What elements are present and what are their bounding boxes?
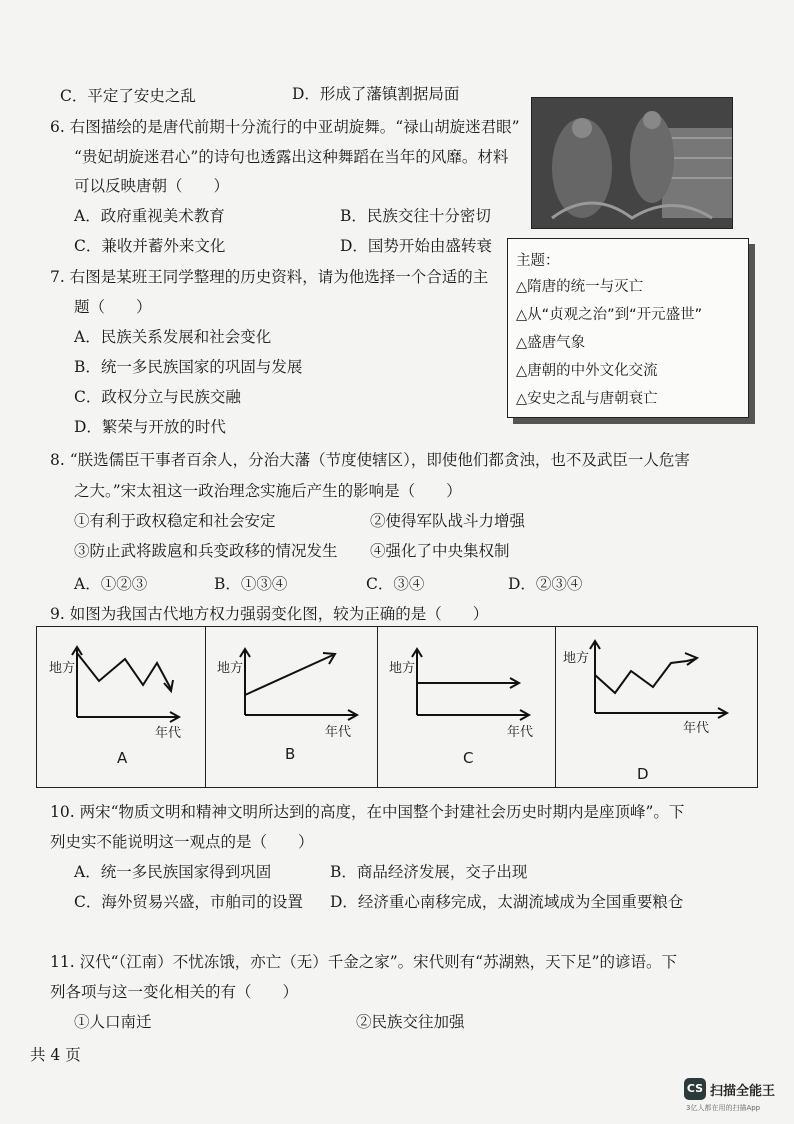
- chart-c-xlabel: 年代: [507, 725, 534, 740]
- chart-a-trend-line: [77, 653, 171, 689]
- q6-stem-2: “贵妃胡旋迷君心”的诗句也透露出这种舞蹈在当年的风靡。材料: [74, 148, 509, 166]
- chart-b-plot: [205, 627, 377, 787]
- theme-item: △从“贞观之治”到“开元盛世”: [516, 307, 703, 323]
- q7-option-c: C．政权分立与民族交融: [74, 388, 241, 406]
- chart-b-trend-line: [245, 655, 333, 695]
- q7-stem-2: 题（ ）: [74, 298, 152, 316]
- watermark-subtitle: 3亿人都在用的扫描App: [686, 1104, 761, 1112]
- chart-a-xlabel: 年代: [155, 726, 182, 741]
- watermark-name: 扫描全能王: [710, 1084, 776, 1099]
- q11-stem-2: 列各项与这一变化相关的有（ ）: [50, 983, 299, 1001]
- chart-d-trend-line: [595, 659, 695, 693]
- chart-a-ylabel: 地方: [49, 661, 76, 676]
- q9-stem: 9. 如图为我国古代地方权力强弱变化图，较为正确的是（ ）: [50, 605, 489, 623]
- q6-option-d: D．国势开始由盛转衰: [340, 237, 492, 255]
- chart-b-xlabel: 年代: [325, 725, 352, 740]
- chart-panel-a: [37, 627, 206, 787]
- chart-c-letter: C: [463, 749, 474, 767]
- q8-stem-1: 8. “朕选儒臣干事者百余人，分治大藩（节度使辖区），即使他们都贪浊，也不及武臣一人危害: [50, 451, 690, 469]
- q6-option-b: B．民族交往十分密切: [340, 207, 491, 225]
- q9-chart-grid: [36, 626, 758, 788]
- q8-option-b: B．①③④: [214, 575, 288, 593]
- q6-stem-1: 6. 右图描绘的是唐代前期十分流行的中亚胡旋舞。“禄山胡旋迷君眼”: [50, 118, 520, 136]
- q8-stem-2: 之大。”宋太祖这一政治理念实施后产生的影响是（ ）: [74, 482, 462, 500]
- chart-d-xlabel: 年代: [683, 721, 710, 736]
- q8-option-d: D．②③④: [508, 575, 583, 593]
- chart-b-ylabel: 地方: [217, 661, 244, 676]
- q8-option-a: A．①②③: [74, 575, 148, 593]
- q7-option-b: B．统一多民族国家的巩固与发展: [74, 358, 303, 376]
- camscanner-logo-icon: CS: [684, 1078, 706, 1100]
- q8-choice-4: ④强化了中央集权制: [370, 542, 510, 560]
- q11-stem-1: 11. 汉代“（江南）不忧冻饿，亦亡（无）千金之家”。宋代则有“苏湖熟，天下足”的谚语。下: [50, 953, 678, 971]
- chart-panel-c: [377, 627, 556, 787]
- q11-choice-1: ①人口南迁: [74, 1013, 152, 1031]
- q7-option-a: A．民族关系发展和社会变化: [74, 328, 272, 346]
- q6-stem-3: 可以反映唐朝（ ）: [74, 177, 230, 195]
- q5-option-c: C．平定了安史之乱: [60, 87, 196, 105]
- q8-choice-2: ②使得军队战斗力增强: [370, 512, 526, 530]
- q11-choice-2: ②民族交往加强: [356, 1013, 465, 1031]
- q5-option-d: D．形成了藩镇割据局面: [292, 85, 460, 103]
- q7-stem-1: 7. 右图是某班王同学整理的历史资料，请为他选择一个合适的主: [50, 268, 489, 286]
- q8-choice-1: ①有利于政权稳定和社会安定: [74, 512, 276, 530]
- chart-d-ylabel: 地方: [563, 651, 590, 666]
- q8-option-c: C．③④: [366, 575, 425, 593]
- q10-stem-1: 10. 两宋“物质文明和精神文明所达到的高度，在中国整个封建社会历史时期内是座顶峰”。下: [50, 803, 685, 821]
- theme-item: △盛唐气象: [516, 335, 586, 351]
- chart-b-letter: B: [285, 745, 296, 763]
- q10-option-a: A．统一多民族国家得到巩固: [74, 863, 272, 881]
- theme-item: △安史之乱与唐朝衰亡: [516, 391, 658, 407]
- page-number: 共 4 页: [30, 1046, 81, 1064]
- theme-box: [507, 238, 749, 418]
- q10-option-d: D．经济重心南移完成，太湖流域成为全国重要粮仓: [330, 893, 684, 911]
- chart-c-ylabel: 地方: [389, 661, 416, 676]
- q6-option-a: A．政府重视美术教育: [74, 207, 225, 225]
- q6-option-c: C．兼收并蓄外来文化: [74, 237, 226, 255]
- chart-panel-d: [555, 627, 757, 787]
- q10-option-c: C．海外贸易兴盛，市舶司的设置: [74, 893, 303, 911]
- chart-panel-b: [205, 627, 378, 787]
- q7-option-d: D．繁荣与开放的时代: [74, 418, 226, 436]
- q8-choice-3: ③防止武将跋扈和兵变政移的情况发生: [74, 542, 338, 560]
- chart-a-letter: A: [117, 749, 128, 767]
- q10-option-b: B．商品经济发展，交子出现: [330, 863, 528, 881]
- q10-stem-2: 列史实不能说明这一观点的是（ ）: [50, 833, 314, 851]
- theme-title: 主题：: [516, 253, 560, 269]
- theme-item: △隋唐的统一与灭亡: [516, 279, 644, 295]
- theme-item: △唐朝的中外文化交流: [516, 363, 658, 379]
- chart-d-letter: D: [637, 765, 649, 783]
- hu-xuan-dance-mural-image: [531, 97, 733, 229]
